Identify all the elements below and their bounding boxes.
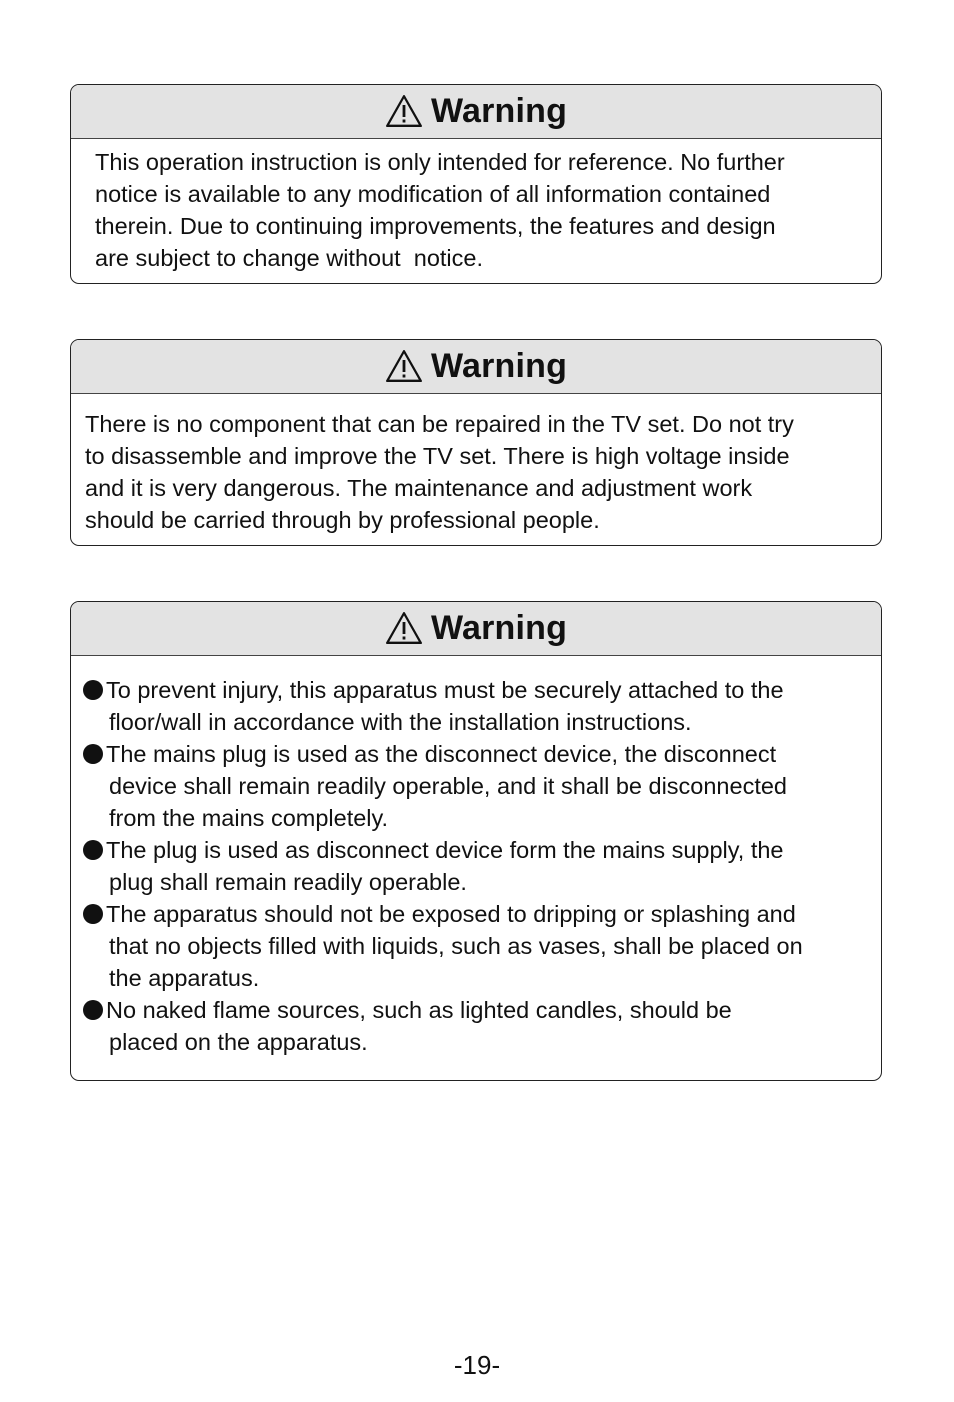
page-number: -19- xyxy=(453,1350,501,1380)
text-line: therein. Due to continuing improvements, the features and design xyxy=(95,213,776,239)
text-line: should be carried through by professional people. xyxy=(85,507,600,533)
text-line: There is no component that can be repaired in the TV set. Do not try xyxy=(85,411,794,437)
bullet-dot-icon xyxy=(83,680,103,700)
warning-box-safety xyxy=(70,601,882,1081)
bullet-line: The mains plug is used as the disconnect device, the disconnect xyxy=(106,741,777,767)
warning-triangle-icon xyxy=(385,611,423,645)
bullet-line: floor/wall in accordance with the installation instructions. xyxy=(109,709,692,735)
bullet-line: placed on the apparatus. xyxy=(109,1029,368,1055)
bullet-item xyxy=(83,898,875,994)
text-line: and it is very dangerous. The maintenance and adjustment work xyxy=(85,475,753,501)
bullet-item xyxy=(83,834,875,898)
warning-text xyxy=(71,139,881,274)
bullet-line: The apparatus should not be exposed to dripping or splashing and xyxy=(106,901,796,927)
bullet-line: device shall remain readily operable, and it shall be disconnected xyxy=(109,773,787,799)
bullet-line: from the mains completely. xyxy=(109,805,389,831)
text-line: This operation instruction is only intended for reference. No further xyxy=(95,149,785,175)
bullet-dot-icon xyxy=(83,904,103,924)
bullet-item xyxy=(83,738,875,834)
warning-header xyxy=(71,602,881,656)
bullet-item xyxy=(83,994,875,1058)
warning-header xyxy=(71,85,881,139)
warning-bullet-list xyxy=(71,656,881,1058)
bullet-dot-icon xyxy=(83,1000,103,1020)
bullet-line: that no objects filled with liquids, such as vases, shall be placed on xyxy=(109,933,803,959)
bullet-line: plug shall remain readily operable. xyxy=(109,869,467,895)
bullet-line: No naked flame sources, such as lighted candles, should be xyxy=(106,997,732,1023)
text-line: to disassemble and improve the TV set. There is high voltage inside xyxy=(85,443,790,469)
bullet-line: the apparatus. xyxy=(109,965,260,991)
bullet-dot-icon xyxy=(83,744,103,764)
text-line: are subject to change without notice. xyxy=(95,245,483,271)
bullet-line: To prevent injury, this apparatus must be securely attached to the xyxy=(106,677,784,703)
bullet-dot-icon xyxy=(83,840,103,860)
warning-triangle-icon xyxy=(385,349,423,383)
bullet-line: The plug is used as disconnect device form the mains supply, the xyxy=(106,837,784,863)
warning-triangle-icon xyxy=(385,94,423,128)
warning-box-reference xyxy=(70,84,882,284)
warning-header xyxy=(71,340,881,394)
warning-title: Warning xyxy=(430,92,568,130)
warning-box-repair xyxy=(70,339,882,546)
text-line: notice is available to any modification of all information contained xyxy=(95,181,771,207)
warning-title: Warning xyxy=(430,609,568,647)
warning-title: Warning xyxy=(430,347,568,385)
warning-text xyxy=(71,394,881,536)
bullet-item xyxy=(83,674,875,738)
